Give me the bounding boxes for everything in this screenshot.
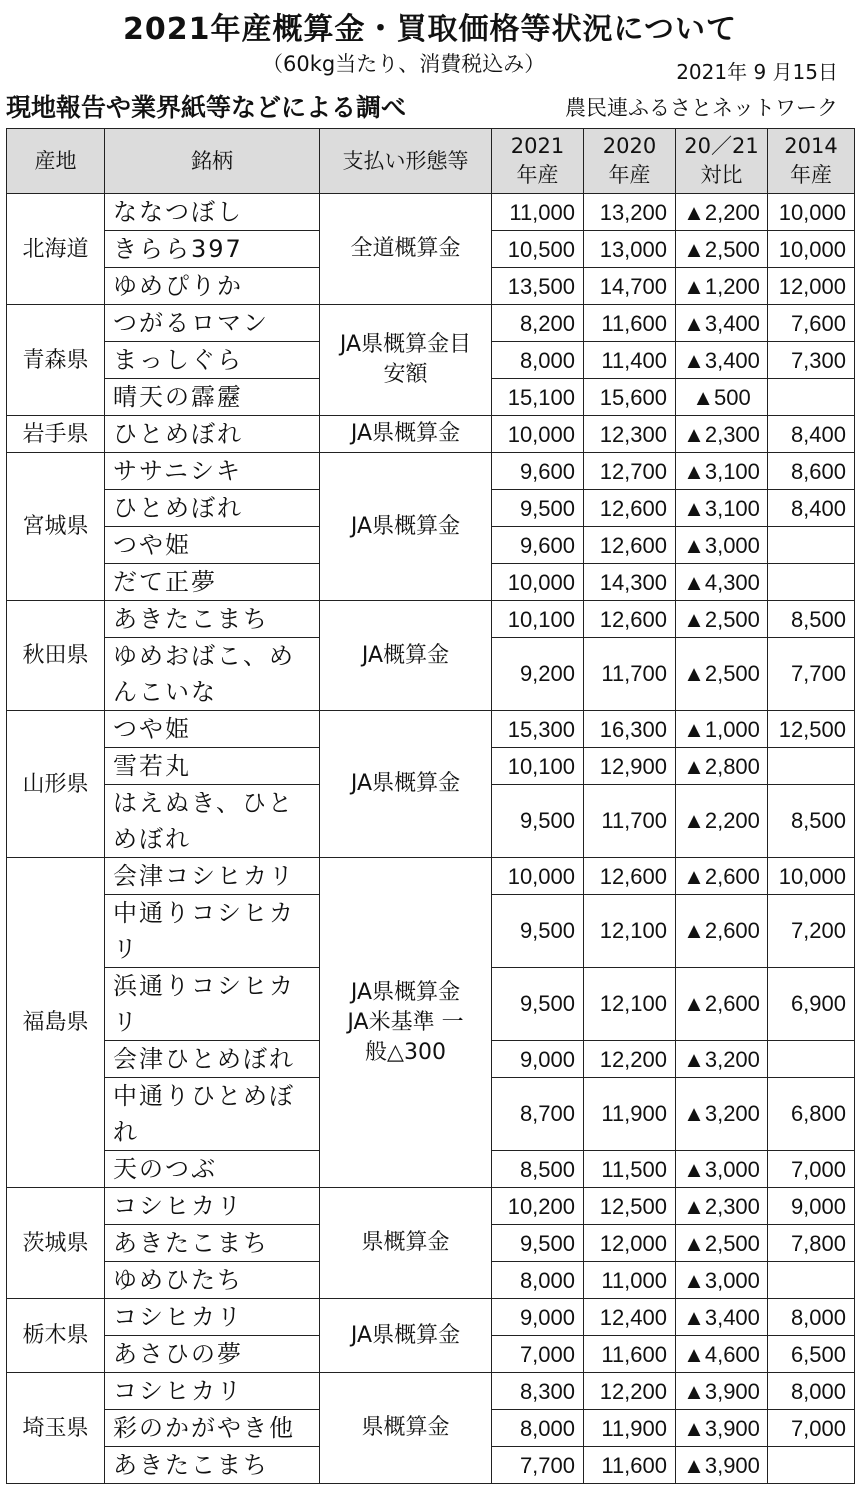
value-diff: ▲3,000 [676, 1151, 768, 1188]
brand-cell: つがるロマン [105, 305, 320, 342]
value-2020: 12,600 [584, 601, 676, 638]
brand-cell: ゆめおばこ、めんこいな [105, 638, 320, 711]
value-diff: ▲3,400 [676, 342, 768, 379]
brand-cell: 中通りコシヒカリ [105, 895, 320, 968]
value-2014: 12,500 [768, 711, 855, 748]
value-2020: 11,900 [584, 1078, 676, 1151]
value-2014: 7,600 [768, 305, 855, 342]
value-2020: 11,400 [584, 342, 676, 379]
table-row [7, 1188, 855, 1225]
pay-cell: JA県概算金 [320, 1299, 492, 1373]
value-2014: 10,000 [768, 858, 855, 895]
brand-cell: きらら397 [105, 231, 320, 268]
value-2020: 11,600 [584, 1336, 676, 1373]
value-2021: 9,500 [492, 968, 584, 1041]
value-diff: ▲2,200 [676, 194, 768, 231]
brand-cell: まっしぐら [105, 342, 320, 379]
value-diff: ▲2,800 [676, 748, 768, 785]
pay-cell: JA県概算金 [320, 416, 492, 453]
brand-cell: 会津ひとめぼれ [105, 1041, 320, 1078]
value-2020: 11,900 [584, 1410, 676, 1447]
brand-cell: 中通りひとめぼれ [105, 1078, 320, 1151]
value-2014: 7,800 [768, 1225, 855, 1262]
value-diff: ▲2,600 [676, 968, 768, 1041]
value-2021: 9,000 [492, 1299, 584, 1336]
brand-cell: ひとめぼれ [105, 416, 320, 453]
value-2020: 11,700 [584, 785, 676, 858]
value-2021: 7,000 [492, 1336, 584, 1373]
value-2014: 8,000 [768, 1299, 855, 1336]
value-diff: ▲2,500 [676, 638, 768, 711]
date: 2021年 9 月15日 [676, 60, 838, 84]
table-row [7, 711, 855, 748]
brand-cell: コシヒカリ [105, 1299, 320, 1336]
value-2020: 12,300 [584, 416, 676, 453]
table-row [7, 305, 855, 342]
value-2014 [768, 1262, 855, 1299]
value-diff: ▲2,600 [676, 858, 768, 895]
value-2014: 7,000 [768, 1151, 855, 1188]
value-2021: 9,500 [492, 1225, 584, 1262]
pay-cell: 県概算金 [320, 1188, 492, 1299]
subtitle: （60kg当たり、消費税込み） [262, 52, 546, 76]
value-2020: 15,600 [584, 379, 676, 416]
value-diff: ▲2,200 [676, 785, 768, 858]
value-2014: 6,800 [768, 1078, 855, 1151]
pref-cell: 埼玉県 [7, 1373, 105, 1484]
pref-cell: 北海道 [7, 194, 105, 305]
pay-cell: JA概算金 [320, 601, 492, 711]
brand-cell: ひとめぼれ [105, 490, 320, 527]
brand-cell: あきたこまち [105, 1225, 320, 1262]
value-2014: 12,000 [768, 268, 855, 305]
brand-cell: 天のつぶ [105, 1151, 320, 1188]
value-2014: 6,500 [768, 1336, 855, 1373]
value-diff: ▲4,600 [676, 1336, 768, 1373]
value-2014: 7,700 [768, 638, 855, 711]
value-2014 [768, 1447, 855, 1484]
source-label: 農民連ふるさとネットワーク [565, 96, 838, 120]
value-2014: 8,500 [768, 785, 855, 858]
value-2014: 8,600 [768, 453, 855, 490]
value-2021: 10,200 [492, 1188, 584, 1225]
value-diff: ▲2,500 [676, 231, 768, 268]
table-row [7, 1299, 855, 1336]
value-2020: 14,700 [584, 268, 676, 305]
brand-cell: 会津コシヒカリ [105, 858, 320, 895]
value-2020: 11,600 [584, 305, 676, 342]
value-2021: 10,000 [492, 564, 584, 601]
price-table [6, 128, 855, 1484]
pref-cell: 青森県 [7, 305, 105, 416]
value-2014: 10,000 [768, 194, 855, 231]
value-2020: 12,200 [584, 1041, 676, 1078]
value-2021: 8,000 [492, 1262, 584, 1299]
brand-cell: ななつぼし [105, 194, 320, 231]
value-2020: 12,700 [584, 453, 676, 490]
pref-cell: 茨城県 [7, 1188, 105, 1299]
value-diff: ▲3,200 [676, 1041, 768, 1078]
table-row [7, 194, 855, 231]
value-2020: 14,300 [584, 564, 676, 601]
pay-cell: JA県概算金 [320, 453, 492, 601]
header-2020: 2020 年産 [584, 129, 676, 194]
value-2014: 9,000 [768, 1188, 855, 1225]
value-2014: 7,300 [768, 342, 855, 379]
value-2020: 11,700 [584, 638, 676, 711]
value-2020: 12,000 [584, 1225, 676, 1262]
value-diff: ▲3,100 [676, 453, 768, 490]
brand-cell: つや姫 [105, 711, 320, 748]
header-2014: 2014 年産 [768, 129, 855, 194]
value-2014: 6,900 [768, 968, 855, 1041]
pref-cell: 秋田県 [7, 601, 105, 711]
value-2020: 12,100 [584, 968, 676, 1041]
brand-cell: ゆめひたち [105, 1262, 320, 1299]
value-2021: 11,000 [492, 194, 584, 231]
pay-cell: JA県概算金目安額 [320, 305, 492, 416]
value-2014: 7,000 [768, 1410, 855, 1447]
value-2020: 12,200 [584, 1373, 676, 1410]
value-2020: 13,000 [584, 231, 676, 268]
value-2014 [768, 379, 855, 416]
value-2020: 12,500 [584, 1188, 676, 1225]
value-2020: 12,600 [584, 527, 676, 564]
value-diff: ▲2,600 [676, 895, 768, 968]
value-2021: 8,200 [492, 305, 584, 342]
value-diff: ▲3,100 [676, 490, 768, 527]
table-row [7, 416, 855, 453]
table-row [7, 601, 855, 638]
value-2014: 8,000 [768, 1373, 855, 1410]
value-2021: 10,100 [492, 601, 584, 638]
value-diff: ▲3,900 [676, 1410, 768, 1447]
value-diff: ▲3,200 [676, 1078, 768, 1151]
pref-cell: 宮城県 [7, 453, 105, 601]
pay-cell: 全道概算金 [320, 194, 492, 305]
value-diff: ▲4,300 [676, 564, 768, 601]
value-2021: 9,500 [492, 490, 584, 527]
value-diff: ▲3,400 [676, 305, 768, 342]
pay-cell: JA県概算金 [320, 711, 492, 858]
brand-cell: 彩のかがやき他 [105, 1410, 320, 1447]
value-diff: ▲500 [676, 379, 768, 416]
header-2021: 2021 年産 [492, 129, 584, 194]
value-2014 [768, 564, 855, 601]
table-body [7, 194, 855, 1484]
header-pay: 支払い形態等 [320, 129, 492, 194]
value-2014: 8,400 [768, 416, 855, 453]
value-diff: ▲3,000 [676, 527, 768, 564]
value-diff: ▲3,400 [676, 1299, 768, 1336]
brand-cell: コシヒカリ [105, 1373, 320, 1410]
value-2020: 11,500 [584, 1151, 676, 1188]
header-pref: 産地 [7, 129, 105, 194]
value-2021: 10,100 [492, 748, 584, 785]
value-2020: 12,600 [584, 858, 676, 895]
value-2021: 8,000 [492, 1410, 584, 1447]
value-diff: ▲1,000 [676, 711, 768, 748]
value-2021: 10,500 [492, 231, 584, 268]
pref-cell: 岩手県 [7, 416, 105, 453]
pref-cell: 山形県 [7, 711, 105, 858]
header-row [7, 129, 855, 194]
value-2021: 8,000 [492, 342, 584, 379]
header-brand: 銘柄 [105, 129, 320, 194]
brand-cell: あきたこまち [105, 1447, 320, 1484]
value-2020: 12,900 [584, 748, 676, 785]
brand-cell: 晴天の霹靂 [105, 379, 320, 416]
value-2021: 9,500 [492, 895, 584, 968]
value-2020: 13,200 [584, 194, 676, 231]
brand-cell: あさひの夢 [105, 1336, 320, 1373]
brand-cell: はえぬき、ひとめぼれ [105, 785, 320, 858]
brand-cell: コシヒカリ [105, 1188, 320, 1225]
value-2021: 9,600 [492, 453, 584, 490]
value-2021: 10,000 [492, 416, 584, 453]
value-2021: 8,700 [492, 1078, 584, 1151]
pay-cell: 県概算金 [320, 1373, 492, 1484]
value-2020: 11,600 [584, 1447, 676, 1484]
value-2014: 7,200 [768, 895, 855, 968]
table-row [7, 1373, 855, 1410]
value-2014: 8,500 [768, 601, 855, 638]
value-2020: 11,000 [584, 1262, 676, 1299]
brand-cell: つや姫 [105, 527, 320, 564]
value-2014 [768, 748, 855, 785]
value-2020: 16,300 [584, 711, 676, 748]
pay-cell: JA県概算金 JA米基準 一般△300 [320, 858, 492, 1188]
value-diff: ▲3,900 [676, 1447, 768, 1484]
table-row [7, 858, 855, 895]
brand-cell: あきたこまち [105, 601, 320, 638]
value-2021: 15,300 [492, 711, 584, 748]
value-diff: ▲3,900 [676, 1373, 768, 1410]
brand-cell: 雪若丸 [105, 748, 320, 785]
value-diff: ▲2,300 [676, 416, 768, 453]
value-diff: ▲2,500 [676, 601, 768, 638]
value-2014 [768, 1041, 855, 1078]
value-2021: 9,600 [492, 527, 584, 564]
value-2021: 9,200 [492, 638, 584, 711]
value-diff: ▲1,200 [676, 268, 768, 305]
value-2021: 10,000 [492, 858, 584, 895]
pref-cell: 栃木県 [7, 1299, 105, 1373]
table-row [7, 453, 855, 490]
value-2021: 8,500 [492, 1151, 584, 1188]
value-2020: 12,400 [584, 1299, 676, 1336]
brand-cell: 浜通りコシヒカリ [105, 968, 320, 1041]
value-2014: 10,000 [768, 231, 855, 268]
value-2014 [768, 527, 855, 564]
value-2021: 9,000 [492, 1041, 584, 1078]
header-compare: 20／21 対比 [676, 129, 768, 194]
value-2020: 12,100 [584, 895, 676, 968]
value-2021: 7,700 [492, 1447, 584, 1484]
page-title: 2021年産概算金・買取価格等状況について [123, 12, 737, 47]
brand-cell: ゆめぴりか [105, 268, 320, 305]
value-2014: 8,400 [768, 490, 855, 527]
value-diff: ▲3,000 [676, 1262, 768, 1299]
value-diff: ▲2,500 [676, 1225, 768, 1262]
brand-cell: ササニシキ [105, 453, 320, 490]
value-2021: 15,100 [492, 379, 584, 416]
pref-cell: 福島県 [7, 858, 105, 1188]
value-2020: 12,600 [584, 490, 676, 527]
brand-cell: だて正夢 [105, 564, 320, 601]
value-2021: 13,500 [492, 268, 584, 305]
value-2021: 8,300 [492, 1373, 584, 1410]
section-heading: 現地報告や業界紙等などによる調べ [6, 93, 407, 122]
value-2021: 9,500 [492, 785, 584, 858]
value-diff: ▲2,300 [676, 1188, 768, 1225]
